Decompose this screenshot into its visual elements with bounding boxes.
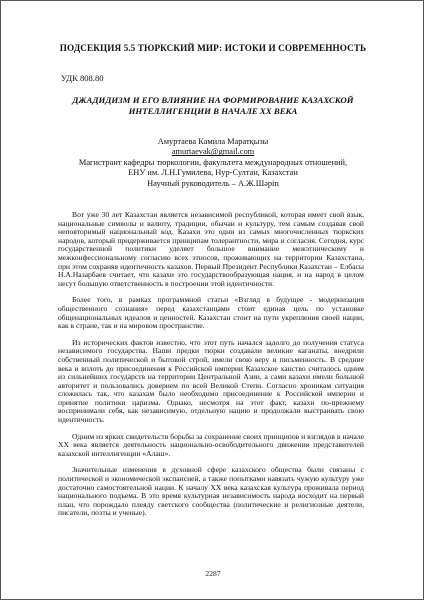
- title-line-1: ДЖАДИДИЗМ И ЕГО ВЛИЯНИЕ НА ФОРМИРОВАНИЕ КАЗАХСКОЙ: [72, 95, 354, 105]
- paragraph: Более того, в рамках программной статьи «Взгляд в будущее - модернизация общественного сознания» перед казахстанцами стоит единая цель по установке общенациональных идеалов и ценностей. Казахстан стоит на пути укрепления своей нации, как в стране, так и на мировом пространстве.: [58, 295, 364, 331]
- udk-code: УДК 808.80: [61, 73, 104, 83]
- page-number: 2287: [205, 569, 221, 578]
- section-heading: ПОДСЕКЦИЯ 5.5 ТЮРКСКИЙ МИР: ИСТОКИ И СОВРЕМЕННОСТЬ: [59, 43, 367, 53]
- article-title: [41, 95, 385, 117]
- author-university: ЕНУ им. Л.Н.Гумилева, Нур-Султан, Казахстан: [128, 168, 298, 178]
- title-line-2: ИНТЕЛЛИГЕНЦИИ В НАЧАЛЕ XX ВЕКА: [128, 106, 298, 116]
- author-name: Амуртаева Камила Маратқызы: [157, 137, 269, 146]
- author-block: [1, 137, 424, 189]
- paragraph: Вот уже 30 лет Казахстан является независимой республикой, которая имеет свой язык, национальные символы и валюту, традиции, обычаи и культуру, тем самым создавая свой неповторимый национальный код. Казахи это одни из самых многочисленных тюркских народов, который придерживается принципам толерантности, мира и согласия. Сегодня, курс государственной политики уделяет большое внимание межэтническому и межконфессиональному согласию всех этносов, проживающих на территории Казахстана, при этом сохраняя идентичность казахов. Первый Президент Республики Казахстан – Елбасы Н.А.Назарбаев считает, что казахи это государствообразующая нация, и на народ в целом несут большую ответственность в построении этой идентичности.: [58, 210, 364, 288]
- paragraph: Из исторических фактов известно, что этот путь начался задолго до получения статуса независимого государства. Наши предки тюрки создавали великие каганаты, внедряли собственный политической и бытовой строй, имели свою веру и письменность. В средние века и вплоть до присоединения к Российской империи Казахское ханство считалось одним из сильнейших государств на территории Центральной Азии, а сами казахи имели большой авторитет и пользовались доверием по всей Великой Степи. Согласно хроникам ситуация сложилась так, что казахам было необходимо присоединение к Российской империи и принятие политики царизма. Однако, несмотря на этот факт, казахи по-прежнему воспринимали себя, как независимую, отдельную нацию и продолжали выстраивать свою идентичность.: [58, 337, 364, 425]
- author-email[interactable]: amurtaevak@gmail.com: [171, 147, 255, 157]
- supervisor: Научный руководитель – А.Ж.Шәріп: [147, 178, 279, 188]
- paragraph: Одним из ярких свидетельств борьбы за сохранение своих принципов и взглядов в начале XX века является деятельность национально-освободительного движения представителей казахской интеллигенции «Алаш».: [58, 431, 364, 458]
- paragraph: Значительные изменения в духовной сфере казахского общества были связаны с политической и экономической экспансией, а также попытками навязать чужую культуру уже достаточно самостоятельной нации. К началу XX века казахская культура проживала период национального подъема. В это время культурная независимость народа восходит на первый план, что порождало плеяду светского сообщества (политические и религиозные деятели, писатели, поэты и ученые).: [58, 465, 364, 518]
- author-position: Магистрант кафедры тюркологии, факультета международных отношений,: [78, 157, 348, 167]
- article-body: [58, 211, 364, 526]
